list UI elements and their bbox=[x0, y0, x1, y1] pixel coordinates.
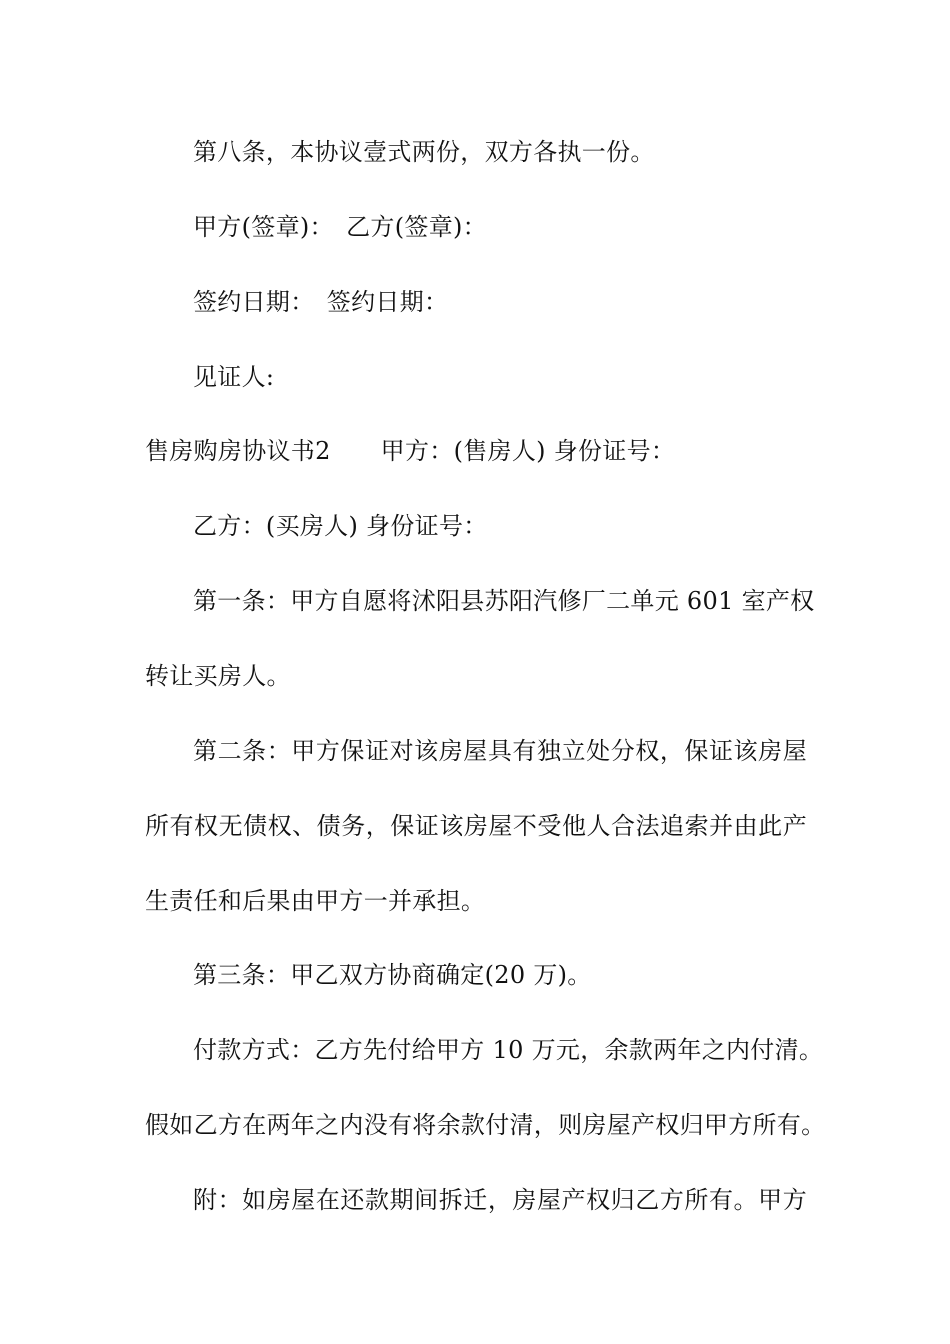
payment-line-1: 付款方式：乙方先付给甲方 10 万元，余款两年之内付清。 bbox=[193, 1036, 824, 1064]
article-2-line-1: 第二条：甲方保证对该房屋具有独立处分权，保证该房屋 bbox=[193, 737, 807, 765]
payment-line-2: 假如乙方在两年之内没有将余款付清，则房屋产权归甲方所有。 bbox=[145, 1111, 826, 1139]
party-a-line: 甲方：(售房人) 身份证号： bbox=[380, 437, 676, 465]
article-2-line-2: 所有权无债权、债务，保证该房屋不受他人合法追索并由此产 bbox=[145, 812, 807, 840]
signature-parties: 甲方(签章)： 乙方(签章)： bbox=[193, 213, 487, 241]
article-8: 第八条，本协议壹式两份，双方各执一份。 bbox=[193, 138, 655, 166]
article-1-line-2: 转让买房人。 bbox=[145, 662, 291, 690]
party-b-line: 乙方：(买房人) 身份证号： bbox=[193, 512, 488, 540]
article-3: 第三条：甲乙双方协商确定(20 万)。 bbox=[193, 961, 592, 989]
article-2-line-3: 生责任和后果由甲方一并承担。 bbox=[145, 887, 486, 915]
appendix-line-1: 附：如房屋在还款期间拆迁，房屋产权归乙方所有。甲方 bbox=[193, 1186, 807, 1214]
agreement-title: 售房购房协议书2 bbox=[145, 437, 331, 465]
signing-dates: 签约日期： 签约日期： bbox=[193, 288, 449, 316]
agreement-2-heading-line bbox=[145, 436, 807, 466]
article-1-line-1: 第一条：甲方自愿将沭阳县苏阳汽修厂二单元 601 室产权 bbox=[193, 587, 815, 615]
witness-line: 见证人: bbox=[193, 363, 275, 391]
